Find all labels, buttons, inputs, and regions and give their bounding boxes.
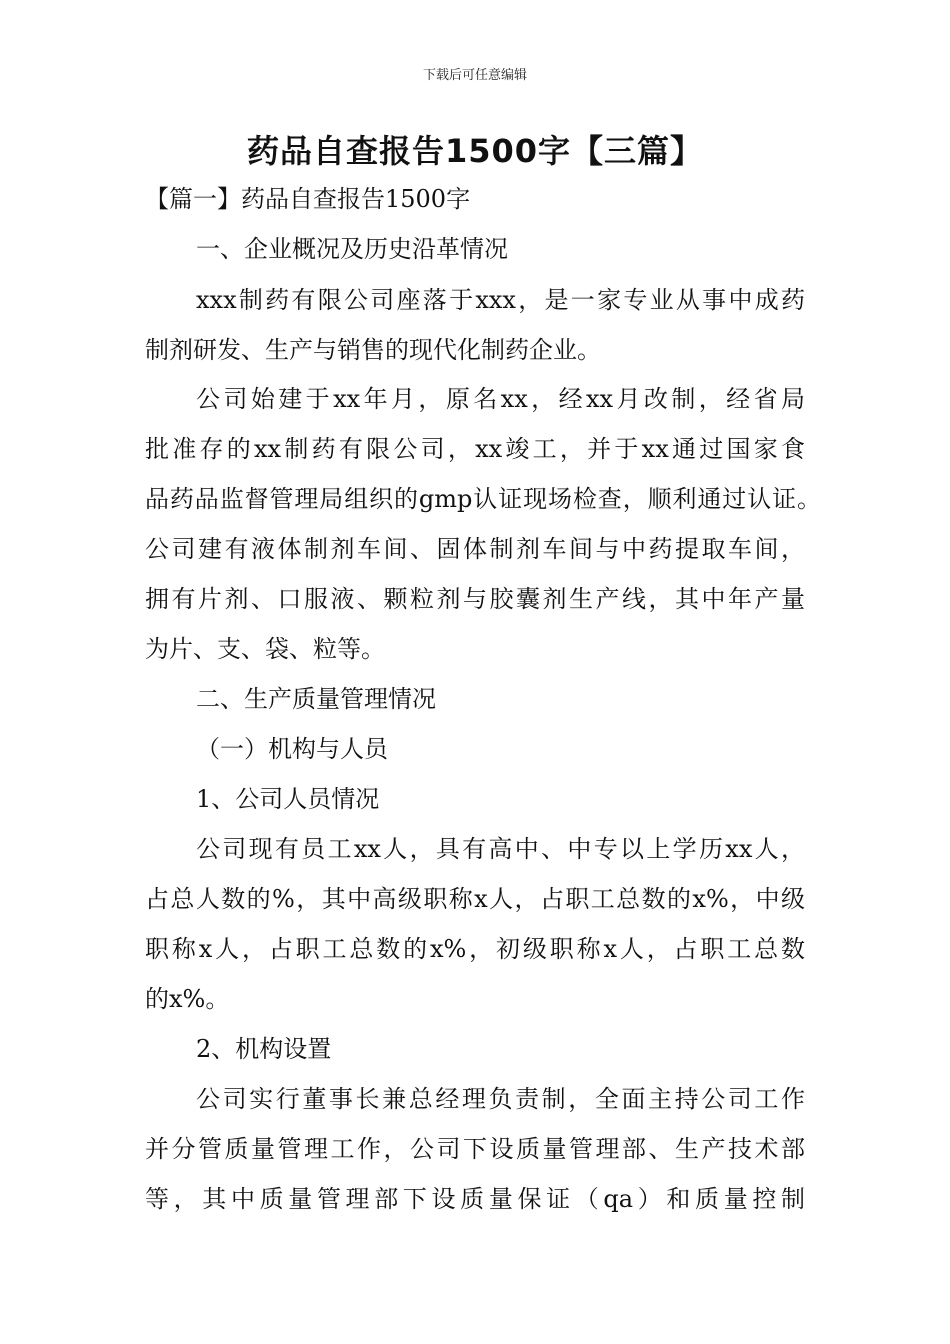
paragraph-line: 的x%。 bbox=[145, 985, 230, 1013]
subheading-organization-personnel: （一）机构与人员 bbox=[196, 735, 388, 763]
subheading-staff: 1、公司人员情况 bbox=[196, 785, 380, 813]
paragraph-line: 占总人数的%，其中高级职称x人，占职工总数的x%，中级 bbox=[145, 885, 805, 913]
paragraph-line: 品药品监督管理局组织的gmp认证现场检查，顺利通过认证。 bbox=[145, 485, 821, 513]
heading-company-overview: 一、企业概况及历史沿革情况 bbox=[196, 235, 508, 263]
paragraph-line: 职称x人，占职工总数的x%，初级职称x人，占职工总数 bbox=[145, 935, 805, 963]
subheading-org-structure: 2、机构设置 bbox=[196, 1035, 332, 1063]
section-heading-part-one: 【篇一】药品自查报告1500字 bbox=[145, 185, 471, 213]
paragraph-line: 并分管质量管理工作，公司下设质量管理部、生产技术部 bbox=[145, 1135, 805, 1163]
heading-quality-management: 二、生产质量管理情况 bbox=[196, 685, 436, 713]
paragraph-line: 公司建有液体制剂车间、固体制剂车间与中药提取车间， bbox=[145, 535, 805, 563]
document-title: 药品自查报告1500字【三篇】 bbox=[246, 132, 704, 170]
page-header-note: 下载后可任意编辑 bbox=[422, 68, 527, 83]
paragraph-line: 等，其中质量管理部下设质量保证（qa）和质量控制 bbox=[145, 1185, 805, 1213]
paragraph-line: 制剂研发、生产与销售的现代化制药企业。 bbox=[145, 336, 601, 364]
paragraph-line: 公司现有员工xx人，具有高中、中专以上学历xx人， bbox=[196, 835, 805, 863]
paragraph-line: 批准存的xx制药有限公司，xx竣工，并于xx通过国家食 bbox=[145, 435, 805, 463]
paragraph-line: 拥有片剂、口服液、颗粒剂与胶囊剂生产线，其中年产量 bbox=[145, 585, 805, 613]
paragraph-line: 公司始建于xx年月，原名xx，经xx月改制，经省局 bbox=[196, 385, 805, 413]
paragraph-line: 为片、支、袋、粒等。 bbox=[145, 635, 385, 663]
paragraph-line: xxx制药有限公司座落于xxx，是一家专业从事中成药 bbox=[196, 286, 805, 314]
paragraph-line: 公司实行董事长兼总经理负责制，全面主持公司工作 bbox=[196, 1085, 805, 1113]
